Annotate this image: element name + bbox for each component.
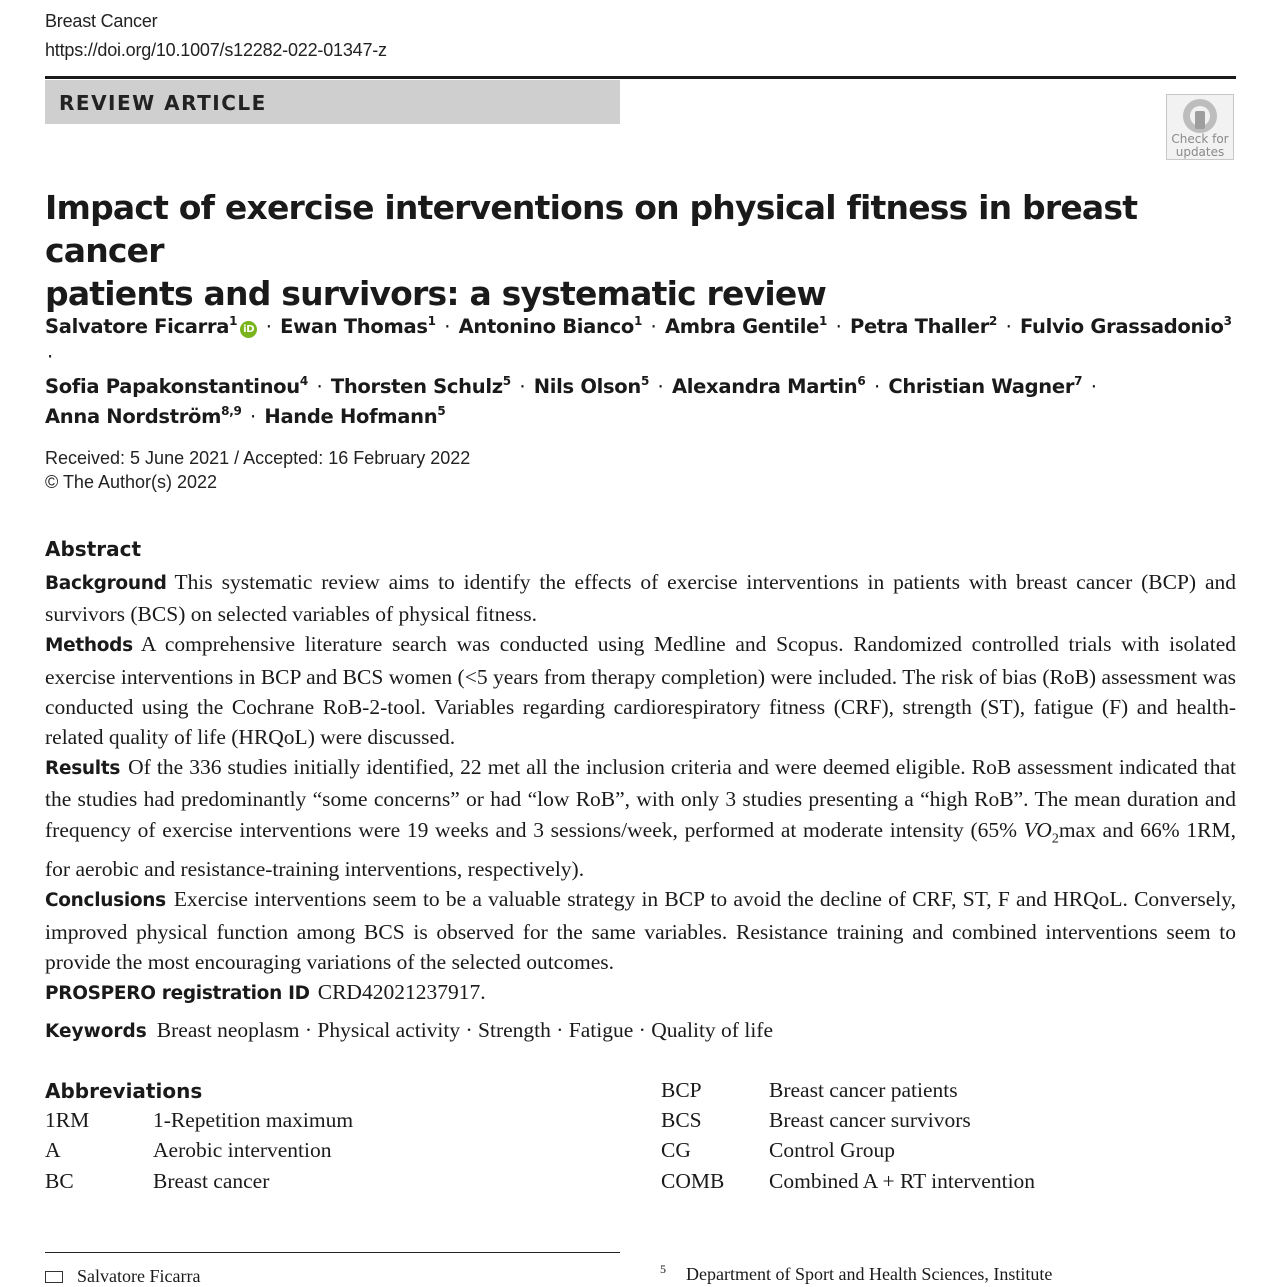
- article-dates: [45, 446, 470, 494]
- author-affiliation: 5: [437, 404, 446, 418]
- author-list: [45, 312, 1245, 432]
- abbr-definition: Breast cancer: [153, 1169, 270, 1193]
- keywords-text: Breast neoplasm · Physical activity · Strength · Fatigue · Quality of life: [156, 1018, 773, 1042]
- author-name[interactable]: Antonino Bianco: [458, 315, 634, 338]
- author-affiliation: 6: [857, 374, 866, 388]
- abstract-prospero: [45, 977, 1236, 1009]
- author-name[interactable]: Ambra Gentile: [664, 315, 819, 338]
- article-type-banner: [45, 80, 620, 124]
- conclusions-label: Conclusions: [45, 890, 166, 912]
- doi-link[interactable]: https://doi.org/10.1007/s12282-022-01347-z: [45, 40, 387, 60]
- conclusions-text: Exercise interventions seem to be a valuable strategy in BCP to avoid the decline of CRF, ST, F and HRQoL. Conversely, improved physical function among BCS is observed for the same variables. Resistance training and combined interventions seem to provide the most encouraging variations of the selected outcomes.: [45, 887, 1236, 974]
- vo2-symbol: VO: [1023, 817, 1052, 842]
- author-name[interactable]: Sofia Papakonstantinou: [45, 375, 300, 398]
- article-type-label: REVIEW ARTICLE: [59, 91, 267, 115]
- abstract-conclusions: [45, 884, 1236, 977]
- results-text-a: Of the 336 studies initially identified, 22 met all the inclusion criteria and were deemed eligible. RoB assessment indicated that the studies had predominantly “some concerns” or had “low RoB”, with only 3 studies presenting a “high RoB”. The mean duration and frequency of exercise interventions were 19 weeks and 3 sessions/week, performed at moderate intensity (65%: [45, 755, 1236, 842]
- author-name[interactable]: Christian Wagner: [888, 375, 1075, 398]
- copyright: © The Author(s) 2022: [45, 472, 218, 492]
- author-separator: ·: [657, 375, 664, 398]
- check-updates-label-2: updates: [1175, 145, 1225, 159]
- header-rule: [45, 76, 1236, 79]
- check-for-updates-button[interactable]: [1166, 94, 1234, 160]
- author-name[interactable]: Salvatore Ficarra: [45, 315, 230, 338]
- author-affiliation: 8,9: [221, 404, 242, 418]
- author-affiliation: 1: [633, 314, 643, 328]
- journal-name: Breast Cancer: [45, 11, 158, 31]
- results-label: Results: [45, 758, 121, 780]
- vo2-subscript: 2: [1051, 830, 1059, 846]
- author-separator: ·: [265, 315, 272, 338]
- author-name[interactable]: Fulvio Grassadonio: [1020, 315, 1224, 338]
- author-separator: ·: [650, 315, 657, 338]
- author-affiliation: 7: [1074, 374, 1083, 388]
- prospero-id: CRD42021237917.: [317, 979, 486, 1004]
- abbr-definition: Combined A + RT intervention: [769, 1169, 1036, 1193]
- author-affiliation: 1: [427, 314, 436, 328]
- abstract-heading: Abstract: [45, 537, 142, 561]
- author-affiliation: 2: [989, 314, 998, 328]
- author-name[interactable]: Hande Hofmann: [264, 405, 438, 428]
- author-affiliation: 5: [502, 374, 511, 388]
- author-separator: ·: [519, 375, 526, 398]
- keywords-label: Keywords: [45, 1021, 147, 1042]
- abstract-body: [45, 567, 1236, 1009]
- footnote-rule: [45, 1252, 620, 1253]
- author-name[interactable]: Nils Olson: [533, 375, 641, 398]
- author-separator: ·: [1090, 375, 1097, 398]
- author-name[interactable]: Petra Thaller: [849, 315, 990, 338]
- affiliation-number: 5: [660, 1262, 666, 1276]
- abbr-term: BC: [45, 1169, 74, 1193]
- author-affiliation: 4: [299, 374, 308, 388]
- author-separator: ·: [47, 345, 53, 368]
- abstract-background: [45, 567, 1236, 629]
- author-separator: ·: [444, 315, 451, 338]
- check-updates-label-1: Check for: [1171, 132, 1229, 146]
- author-separator: ·: [835, 315, 842, 338]
- envelope-icon[interactable]: [45, 1271, 63, 1283]
- corresponding-author-footnote: [45, 1266, 200, 1287]
- orcid-icon[interactable]: iD: [240, 321, 257, 338]
- results-text-b: max and 66% 1RM, for aerobic and resistance-training interventions, respectively).: [45, 817, 1236, 882]
- abbr-term: BCP: [661, 1078, 702, 1102]
- abbreviations-heading: Abbreviations: [45, 1079, 203, 1103]
- keywords-section: [45, 1018, 773, 1043]
- methods-label: Methods: [45, 635, 133, 657]
- abbr-definition: 1-Repetition maximum: [153, 1108, 354, 1132]
- author-name[interactable]: Anna Nordström: [45, 405, 222, 428]
- author-affiliation: 3: [1223, 314, 1232, 328]
- article-title: [45, 186, 1165, 315]
- author-affiliation: 5: [640, 374, 650, 388]
- abbr-term: 1RM: [45, 1108, 90, 1132]
- author-separator: ·: [1005, 315, 1012, 338]
- abbr-term: A: [45, 1138, 61, 1162]
- author-affiliation: 1: [819, 314, 828, 328]
- title-line-2: patients and survivors: a systematic review: [45, 274, 827, 313]
- abbr-term: CG: [661, 1138, 691, 1162]
- author-name[interactable]: Thorsten Schulz: [330, 375, 503, 398]
- author-name[interactable]: Alexandra Martin: [671, 375, 858, 398]
- abstract-methods: [45, 629, 1236, 752]
- affiliation-text: Department of Sport and Health Sciences, Institute: [686, 1264, 1053, 1284]
- author-name[interactable]: Ewan Thomas: [280, 315, 428, 338]
- prospero-label: PROSPERO registration ID: [45, 982, 310, 1004]
- abbr-definition: Control Group: [769, 1138, 896, 1162]
- author-separator: ·: [250, 405, 256, 428]
- abbr-definition: Aerobic intervention: [153, 1138, 332, 1162]
- abbr-term: COMB: [661, 1169, 725, 1193]
- bookmark-icon: [1183, 99, 1217, 133]
- background-label: Background: [45, 573, 167, 594]
- author-affiliation: 1: [229, 314, 238, 328]
- author-separator: ·: [873, 375, 880, 398]
- title-line-1: Impact of exercise interventions on physical fitness in breast cancer: [45, 188, 1138, 270]
- methods-text: A comprehensive literature search was conducted using Medline and Scopus. Randomized controlled trials with isolated exercise interventions in BCP and BCS women (<5 years from therapy completion) were included. The risk of bias (RoB) assessment was conducted using the Cochrane RoB-2-tool. Variables regarding cardiorespiratory fitness (CRF), strength (ST), fatigue (F) and health-related quality of life (HRQoL) were discussed.: [45, 632, 1236, 750]
- corresponding-author-name: Salvatore Ficarra: [77, 1266, 201, 1286]
- abbr-definition: Breast cancer patients: [769, 1078, 958, 1102]
- author-separator: ·: [316, 375, 323, 398]
- received-accepted: Received: 5 June 2021 / Accepted: 16 February 2022: [45, 448, 471, 468]
- abstract-results: [45, 752, 1236, 884]
- background-text: This systematic review aims to identify the effects of exercise interventions in patients with breast cancer (BCP) and survivors (BCS) on selected variables of physical fitness.: [45, 570, 1236, 627]
- abbr-definition: Breast cancer survivors: [769, 1108, 971, 1132]
- abbr-term: BCS: [661, 1108, 702, 1132]
